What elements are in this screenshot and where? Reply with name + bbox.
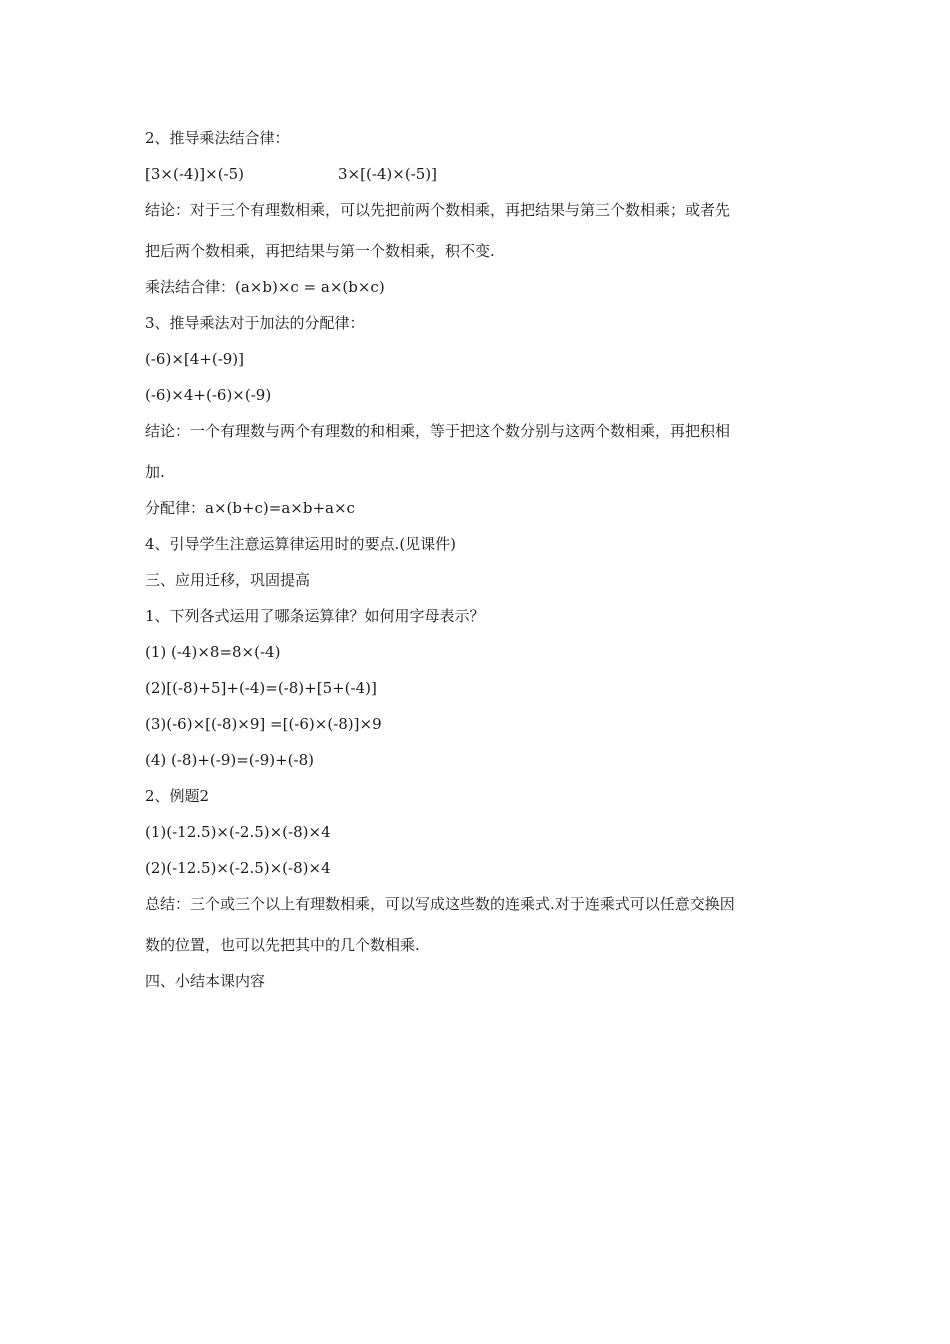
exercise-item-4: (4) (-8)+(-9)=(-9)+(-8) (145, 751, 314, 769)
expression-left: [3×(-4)]×(-5) (145, 165, 245, 183)
conclusion-line-2: 把后两个数相乘，再把结果与第一个数相乘，积不变. (145, 242, 495, 260)
example-heading: 2、例题2 (145, 787, 210, 805)
heading-associative-law: 2、推导乘法结合律： (145, 129, 290, 147)
conclusion-line-1: 结论：对于三个有理数相乘，可以先把前两个数相乘，再把结果与第三个数相乘；或者先 (145, 201, 731, 219)
exercise-item-1: (1) (-4)×8=8×(-4) (145, 643, 281, 661)
distributive-conclusion-line-1: 结论：一个有理数与两个有理数的和相乘，等于把这个数分别与这两个数相乘，再把积相 (145, 422, 731, 440)
example-item-2: (2)(-12.5)×(-2.5)×(-8)×4 (145, 859, 331, 877)
summary-line-1: 总结：三个或三个以上有理数相乘，可以写成这些数的连乘式.对于连乘式可以任意交换因 (145, 895, 735, 913)
distributive-expression-2: (-6)×4+(-6)×(-9) (145, 386, 272, 404)
distributive-law-formula: 分配律：a×(b+c)=a×b+a×c (145, 499, 355, 517)
guide-point-4: 4、引导学生注意运算律运用时的要点.(见课件) (145, 535, 457, 553)
section-heading-three: 三、应用迁移，巩固提高 (145, 571, 311, 589)
example-item-1: (1)(-12.5)×(-2.5)×(-8)×4 (145, 823, 331, 841)
exercise-question-1: 1、下列各式运用了哪条运算律？如何用字母表示？ (145, 607, 485, 625)
distributive-expression-1: (-6)×[4+(-9)] (145, 350, 245, 368)
distributive-conclusion-line-2: 加. (145, 463, 165, 481)
exercise-item-3: (3)(-6)×[(-8)×9] =[(-6)×(-8)]×9 (145, 715, 382, 733)
summary-line-2: 数的位置，也可以先把其中的几个数相乘. (145, 936, 420, 954)
section-heading-four: 四、小结本课内容 (145, 972, 266, 990)
expression-right: 3×[(-4)×(-5)] (338, 165, 438, 183)
exercise-item-2: (2)[(-8)+5]+(-4)=(-8)+[5+(-4)] (145, 679, 377, 697)
heading-distributive-law: 3、推导乘法对于加法的分配律： (145, 314, 365, 332)
associative-law-formula: 乘法结合律：(a×b)×c = a×(b×c) (145, 278, 385, 296)
